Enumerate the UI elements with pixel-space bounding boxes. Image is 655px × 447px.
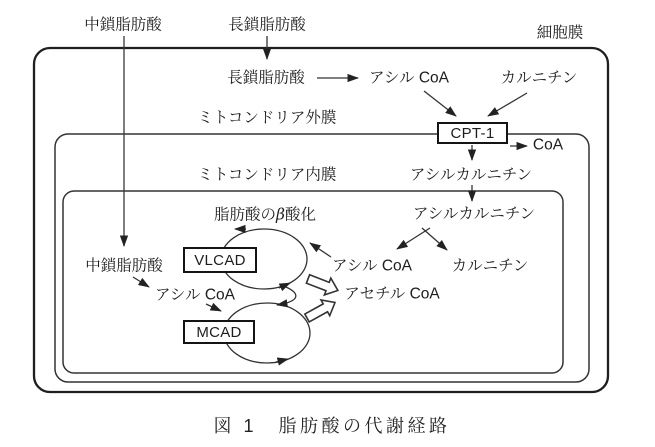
cpt1-label: CPT-1 [450,124,495,142]
coa-label: CoA [532,136,564,154]
vlcad-enzyme-box [183,247,257,273]
figure-caption: 図 1 脂肪酸の代謝経路 [213,416,451,436]
mito-outer-membrane-label: ミトコンドリア外膜 [197,109,337,127]
long-chain-fatty-acid-outside-label: 長鎖脂肪酸 [228,16,306,34]
block-arrow-to-acetyl-coa-lower [303,295,340,326]
medium-chain-fatty-acid-matrix-label: 中鎖脂肪酸 [85,257,163,275]
carnitine-matrix-label: カルニチン [451,257,529,275]
acyl-coa-cytosol-label: アシル CoA [369,69,449,87]
cpt1-enzyme-box [437,122,508,144]
arrow-carnitine-to-cpt1 [488,93,527,116]
acyl-coa-matrix-right-label: アシル CoA [332,257,412,275]
beta-symbol: β [276,205,285,224]
beta-oxidation-title [214,206,316,223]
mcad-enzyme-box [183,320,255,344]
block-arrow-to-acetyl-coa-upper [305,271,341,299]
arrow-medium-chain-to-acyl-coa [133,277,149,287]
mito-inner-membrane-label: ミトコンドリア内膜 [197,166,337,184]
medium-chain-fatty-acid-outside-label: 中鎖脂肪酸 [84,16,162,34]
acetyl-coa-label: アセチル CoA [344,285,440,303]
acylcarnitine-intermembrane-label: アシルカルニチン [409,166,533,184]
arrow-split-to-carnitine [422,228,447,250]
arrow-acyl-coa-to-cpt1 [424,91,456,116]
arrow-acyl-coa-to-vlcad-loop [310,243,331,257]
vlcad-to-mcad-connector [277,287,296,305]
vlcad-loop-flow-arrow-bottom [279,283,290,288]
mcad-label: MCAD [196,323,242,341]
arrow-acyl-coa-to-mcad-loop [206,304,221,311]
beta-oxidation-pre: 脂肪酸の [214,206,277,224]
long-chain-fatty-acid-cytosol-label: 長鎖脂肪酸 [227,69,305,87]
acylcarnitine-matrix-label: アシルカルニチン [412,205,536,223]
cell-membrane-label: 細胞膜 [536,24,584,42]
acyl-coa-matrix-left-label: アシル CoA [155,286,235,304]
vlcad-label: VLCAD [194,251,246,269]
beta-oxidation-post: 酸化 [284,206,316,224]
carnitine-cytosol-label: カルニチン [500,69,578,87]
